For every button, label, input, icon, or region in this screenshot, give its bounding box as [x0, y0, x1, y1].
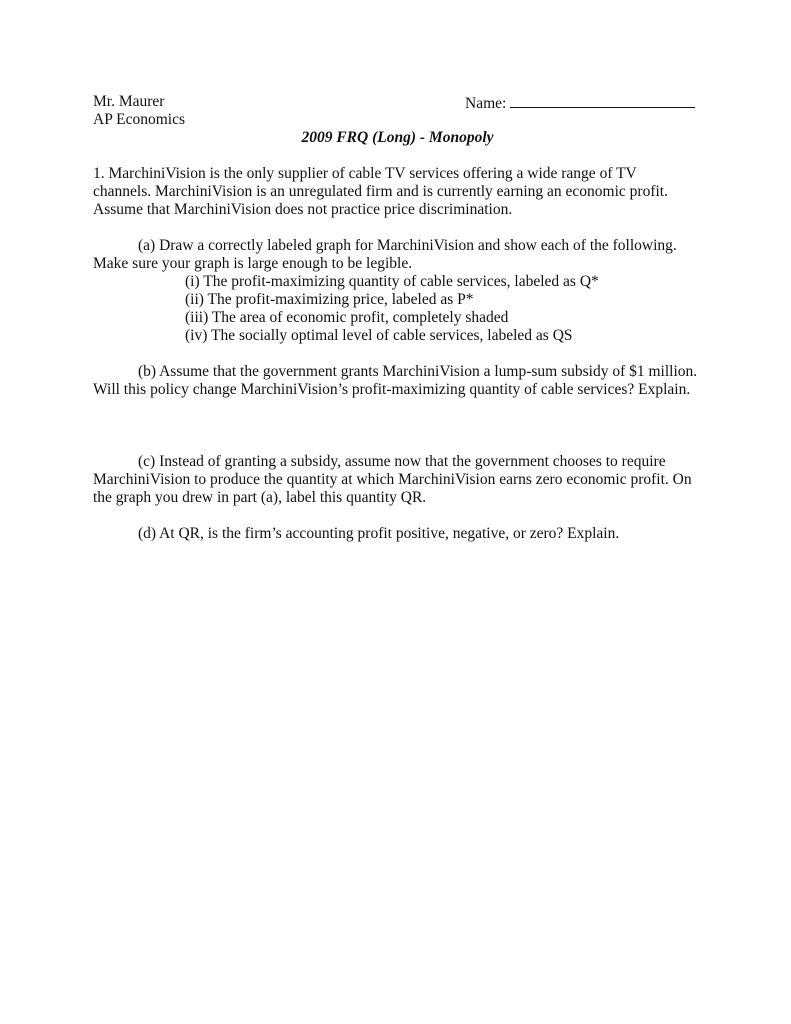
worksheet-title: 2009 FRQ (Long) - Monopoly [301, 129, 494, 146]
question-1-part-d: (d) At QR, is the firm’s accounting profit positive, negative, or zero? Explain. [138, 525, 620, 542]
part-a-item: (iii) The area of economic profit, completely shaded [185, 309, 509, 326]
header-row [93, 93, 698, 111]
question-1-part-a: (a) Draw a correctly labeled graph for MarchiniVision and show each of the following. Make sure your graph is large enough to be legible. [93, 237, 677, 272]
course-name: AP Economics [93, 111, 185, 128]
question-1-part-c: (c) Instead of granting a subsidy, assume now that the government chooses to require MarchiniVision to produce the quantity at which MarchiniVision earns zero economic profit. On the graph you drew in part (a), label this quantity QR. [93, 453, 692, 506]
question-1-part-b: (b) Assume that the government grants MarchiniVision a lump-sum subsidy of $1 million. Will this policy change MarchiniVision’s profit-maximizing quantity of cable services? Explain. [93, 363, 698, 398]
question-1-intro: 1. MarchiniVision is the only supplier of cable TV services offering a wide range of TV channels. MarchiniVision is an unregulated firm and is currently earning an economic profit. Assume that MarchiniVision does not practice price discrimination. [93, 165, 668, 218]
student-name-field [465, 93, 695, 113]
teacher-name: Mr. Maurer [93, 93, 165, 110]
name-blank-line [510, 93, 695, 108]
part-a-item-list [93, 273, 698, 345]
part-a-item: (ii) The profit-maximizing price, labeled as P* [185, 291, 474, 308]
worksheet-page [93, 93, 698, 543]
name-label: Name: [465, 95, 507, 112]
part-a-item: (iv) The socially optimal level of cable services, labeled as QS [185, 327, 573, 344]
part-a-item: (i) The profit-maximizing quantity of cable services, labeled as Q* [185, 273, 599, 290]
